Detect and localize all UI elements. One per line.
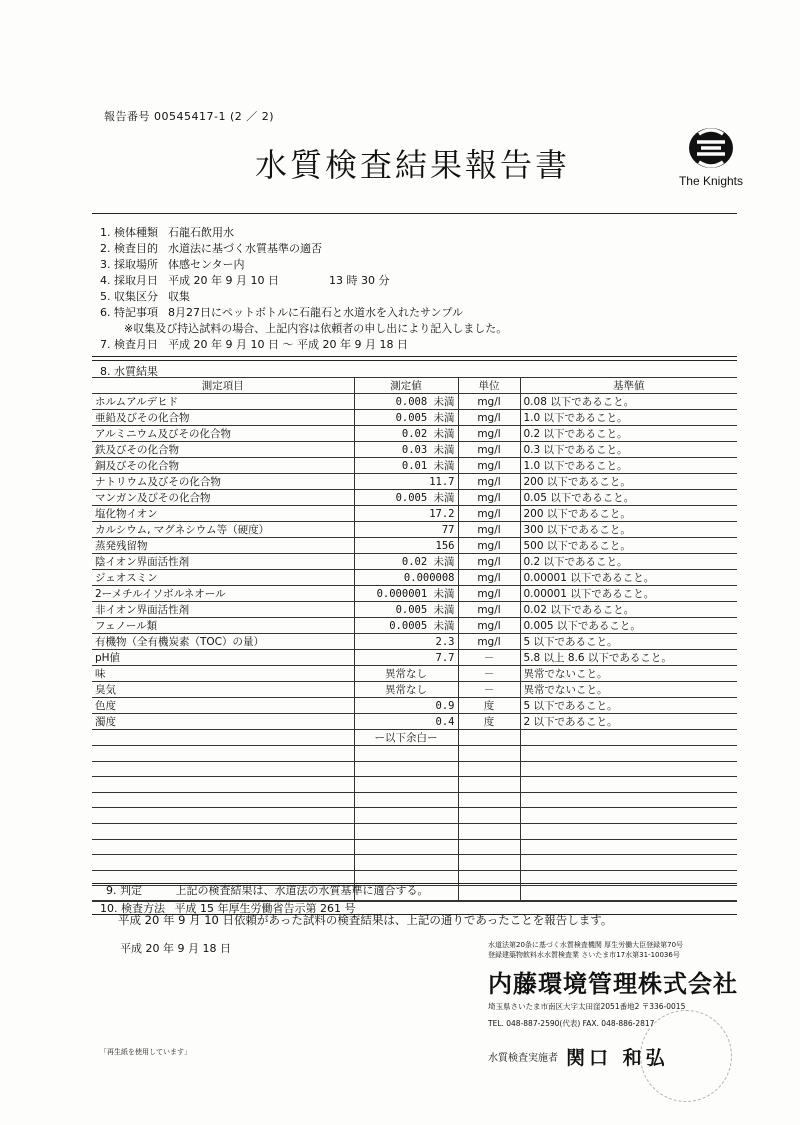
info-label: 3. 採取場所 bbox=[100, 258, 158, 271]
inspector-label: 水質検査実施者 bbox=[488, 1053, 558, 1064]
result-standard bbox=[520, 730, 737, 746]
result-value: 0.4 bbox=[354, 714, 458, 730]
info-value: 収集 bbox=[168, 290, 190, 303]
result-item: ナトリウム及びその化合物 bbox=[92, 474, 354, 490]
result-value bbox=[354, 808, 458, 824]
info-row-test-date bbox=[100, 336, 418, 352]
result-unit bbox=[458, 777, 520, 793]
result-unit bbox=[458, 792, 520, 808]
result-value: 0.01 未満 bbox=[354, 458, 458, 474]
result-value: 異常なし bbox=[354, 682, 458, 698]
info-value: 体感センター内 bbox=[168, 258, 245, 271]
info-value: 石龍石飲用水 bbox=[168, 226, 234, 239]
header-standard: 基準値 bbox=[520, 378, 737, 394]
result-unit bbox=[458, 746, 520, 762]
result-unit bbox=[458, 761, 520, 777]
table-row bbox=[92, 458, 737, 474]
company-logo bbox=[676, 124, 746, 188]
table-row bbox=[92, 570, 737, 586]
result-item: 有機物（全有機炭素（TOC）の量） bbox=[92, 634, 354, 650]
result-value bbox=[354, 746, 458, 762]
table-row bbox=[92, 426, 737, 442]
table-row bbox=[92, 554, 737, 570]
result-item: フェノール類 bbox=[92, 618, 354, 634]
result-value: 156 bbox=[354, 538, 458, 554]
table-row bbox=[92, 682, 737, 698]
result-item: ジェオスミン bbox=[92, 570, 354, 586]
result-item: マンガン及びその化合物 bbox=[92, 490, 354, 506]
result-standard: 0.00001 以下であること。 bbox=[520, 586, 737, 602]
result-standard: 0.02 以下であること。 bbox=[520, 602, 737, 618]
table-row bbox=[92, 792, 737, 808]
result-value: 0.000001 未満 bbox=[354, 586, 458, 602]
table-row bbox=[92, 666, 737, 682]
result-value: 0.005 未満 bbox=[354, 410, 458, 426]
result-unit bbox=[458, 823, 520, 839]
result-value: ー以下余白ー bbox=[354, 730, 458, 746]
issue-date: 平成 20 年 9 月 18 日 bbox=[120, 942, 231, 955]
result-unit: 度 bbox=[458, 698, 520, 714]
table-row bbox=[92, 474, 737, 490]
result-value: 11.7 bbox=[354, 474, 458, 490]
result-item: 塩化物イオン bbox=[92, 506, 354, 522]
result-item bbox=[92, 730, 354, 746]
info-label: 4. 採取月日 bbox=[100, 274, 158, 287]
result-standard: 300 以下であること。 bbox=[520, 522, 737, 538]
result-standard: 500 以下であること。 bbox=[520, 538, 737, 554]
result-unit: mg/l bbox=[458, 554, 520, 570]
result-standard bbox=[520, 761, 737, 777]
result-unit: mg/l bbox=[458, 426, 520, 442]
judgement bbox=[92, 882, 737, 901]
result-value bbox=[354, 855, 458, 871]
result-standard: 異常でないこと。 bbox=[520, 682, 737, 698]
result-value: 0.9 bbox=[354, 698, 458, 714]
result-item: 銅及びその化合物 bbox=[92, 458, 354, 474]
info-value: 8月27日にペットボトルに石龍石と水道水を入れたサンプル bbox=[168, 306, 464, 319]
table-row bbox=[92, 618, 737, 634]
result-unit: mg/l bbox=[458, 602, 520, 618]
result-standard: 0.08 以下であること。 bbox=[520, 394, 737, 410]
table-row bbox=[92, 602, 737, 618]
result-standard: 0.05 以下であること。 bbox=[520, 490, 737, 506]
result-item bbox=[92, 823, 354, 839]
header-item: 測定項目 bbox=[92, 378, 354, 394]
result-value: 2.3 bbox=[354, 634, 458, 650]
result-unit: mg/l bbox=[458, 586, 520, 602]
info-label: 6. 特記事項 bbox=[100, 306, 158, 319]
header-unit: 単位 bbox=[458, 378, 520, 394]
table-row bbox=[92, 634, 737, 650]
company-name: 内藤環境管理株式会社 bbox=[488, 969, 738, 998]
result-value: 0.005 未満 bbox=[354, 490, 458, 506]
result-item: 鉄及びその化合物 bbox=[92, 442, 354, 458]
info-row-purpose bbox=[100, 240, 332, 256]
judgement-text: 上記の検査結果は、水道法の水質基準に適合する。 bbox=[175, 884, 429, 897]
result-unit: － bbox=[458, 666, 520, 682]
info-row-collection bbox=[100, 288, 200, 304]
result-unit: mg/l bbox=[458, 394, 520, 410]
result-value: 0.008 未満 bbox=[354, 394, 458, 410]
table-row bbox=[92, 538, 737, 554]
results-section bbox=[92, 360, 737, 884]
table-row bbox=[92, 761, 737, 777]
result-value: 0.03 未満 bbox=[354, 442, 458, 458]
table-row bbox=[92, 808, 737, 824]
result-unit: mg/l bbox=[458, 522, 520, 538]
judgement-label: 9. 判定 bbox=[106, 884, 142, 897]
result-item: pH値 bbox=[92, 650, 354, 666]
info-row-remarks bbox=[100, 304, 473, 320]
result-unit bbox=[458, 839, 520, 855]
method-label: 10. 検査方法 bbox=[100, 902, 165, 915]
result-unit: mg/l bbox=[458, 442, 520, 458]
result-item: 陰イオン界面活性剤 bbox=[92, 554, 354, 570]
info-label: 7. 検査月日 bbox=[100, 338, 158, 351]
table-row bbox=[92, 746, 737, 762]
registration-line-1: 水道法第20条に基づく水質検査機関 厚生労働大臣登録第70号 bbox=[488, 941, 684, 949]
result-item bbox=[92, 839, 354, 855]
result-standard: 0.2 以下であること。 bbox=[520, 426, 737, 442]
result-value bbox=[354, 823, 458, 839]
result-standard bbox=[520, 839, 737, 855]
table-row bbox=[92, 855, 737, 871]
result-standard bbox=[520, 746, 737, 762]
result-unit: mg/l bbox=[458, 410, 520, 426]
result-unit: mg/l bbox=[458, 490, 520, 506]
knights-emblem-icon bbox=[685, 124, 737, 172]
result-standard bbox=[520, 823, 737, 839]
result-unit: － bbox=[458, 650, 520, 666]
result-unit: － bbox=[458, 682, 520, 698]
table-row bbox=[92, 730, 737, 746]
table-row bbox=[92, 650, 737, 666]
method-text: 平成 15 年厚生労働省告示第 261 号 bbox=[174, 902, 356, 915]
result-item: 2ーメチルイソボルネオール bbox=[92, 586, 354, 602]
seal-stamp bbox=[640, 1010, 732, 1102]
result-item: アルミニウム及びその化合物 bbox=[92, 426, 354, 442]
result-value: 17.2 bbox=[354, 506, 458, 522]
result-standard: 0.005 以下であること。 bbox=[520, 618, 737, 634]
table-row bbox=[92, 698, 737, 714]
result-item bbox=[92, 777, 354, 793]
table-row bbox=[92, 394, 737, 410]
result-value: 77 bbox=[354, 522, 458, 538]
result-item: 色度 bbox=[92, 698, 354, 714]
result-standard bbox=[520, 792, 737, 808]
info-value: 平成 20 年 9 月 10 日 bbox=[168, 274, 279, 287]
result-unit bbox=[458, 855, 520, 871]
result-unit: mg/l bbox=[458, 474, 520, 490]
result-unit bbox=[458, 730, 520, 746]
result-value bbox=[354, 761, 458, 777]
result-value: 7.7 bbox=[354, 650, 458, 666]
results-table bbox=[92, 377, 737, 902]
info-value: 水道法に基づく水質基準の適否 bbox=[168, 242, 322, 255]
result-item bbox=[92, 855, 354, 871]
page-title: 水質検査結果報告書 bbox=[255, 146, 571, 184]
result-item: 濁度 bbox=[92, 714, 354, 730]
info-row-sampling-date bbox=[100, 272, 399, 288]
info-label: 1. 検体種類 bbox=[100, 226, 158, 239]
table-row bbox=[92, 522, 737, 538]
table-row bbox=[92, 490, 737, 506]
table-row bbox=[92, 777, 737, 793]
result-item bbox=[92, 746, 354, 762]
result-standard: 2 以下であること。 bbox=[520, 714, 737, 730]
result-item: 味 bbox=[92, 666, 354, 682]
result-item bbox=[92, 761, 354, 777]
info-value: 平成 20 年 9 月 10 日 ～ 平成 20 年 9 月 18 日 bbox=[168, 338, 408, 351]
result-value bbox=[354, 792, 458, 808]
info-label: 2. 検査目的 bbox=[100, 242, 158, 255]
result-standard: 200 以下であること。 bbox=[520, 506, 737, 522]
info-note: ※収集及び持込試料の場合、上記内容は依頼者の申し出により記入しました。 bbox=[124, 322, 508, 335]
result-value bbox=[354, 839, 458, 855]
result-value: 0.02 未満 bbox=[354, 554, 458, 570]
company-phone: TEL. 048-887-2590(代表) FAX. 048-886-2817 bbox=[488, 1019, 655, 1028]
info-row-sample-type bbox=[100, 224, 244, 240]
report-statement: 平成 20 年 9 月 10 日依頼があった試料の検査結果は、上記の通りであったことを報告します。 bbox=[118, 913, 613, 927]
result-standard: 5.8 以上 8.6 以下であること。 bbox=[520, 650, 737, 666]
result-unit: mg/l bbox=[458, 570, 520, 586]
result-value: 0.0005 未満 bbox=[354, 618, 458, 634]
result-standard bbox=[520, 777, 737, 793]
result-standard: 200 以下であること。 bbox=[520, 474, 737, 490]
result-item: 臭気 bbox=[92, 682, 354, 698]
result-unit: mg/l bbox=[458, 618, 520, 634]
result-item: 亜鉛及びその化合物 bbox=[92, 410, 354, 426]
result-unit: mg/l bbox=[458, 634, 520, 650]
table-row bbox=[92, 839, 737, 855]
table-header-row bbox=[92, 378, 737, 394]
result-standard: 5 以下であること。 bbox=[520, 698, 737, 714]
info-time: 13 時 30 分 bbox=[328, 274, 390, 287]
result-standard: 0.2 以下であること。 bbox=[520, 554, 737, 570]
table-row bbox=[92, 442, 737, 458]
results-body bbox=[92, 394, 737, 902]
result-value: 異常なし bbox=[354, 666, 458, 682]
results-title: 8. 水質結果 bbox=[100, 365, 158, 378]
result-value: 0.005 未満 bbox=[354, 602, 458, 618]
recycled-paper-note: 「再生紙を使用しています」 bbox=[100, 1048, 191, 1056]
result-item: ホルムアルデヒド bbox=[92, 394, 354, 410]
info-row-location bbox=[100, 256, 255, 272]
result-standard: 0.3 以下であること。 bbox=[520, 442, 737, 458]
table-row bbox=[92, 410, 737, 426]
result-standard: 5 以下であること。 bbox=[520, 634, 737, 650]
result-standard: 異常でないこと。 bbox=[520, 666, 737, 682]
result-standard: 0.00001 以下であること。 bbox=[520, 570, 737, 586]
result-standard: 1.0 以下であること。 bbox=[520, 458, 737, 474]
table-row bbox=[92, 823, 737, 839]
result-unit: mg/l bbox=[458, 538, 520, 554]
result-value: 0.02 未満 bbox=[354, 426, 458, 442]
result-item: カルシウム, マグネシウム等（硬度） bbox=[92, 522, 354, 538]
result-item bbox=[92, 792, 354, 808]
result-item: 蒸発残留物 bbox=[92, 538, 354, 554]
table-row bbox=[92, 714, 737, 730]
result-standard bbox=[520, 855, 737, 871]
result-standard: 1.0 以下であること。 bbox=[520, 410, 737, 426]
company-address: 埼玉県さいたま市南区大字太田窪2051番地2 〒336-0015 bbox=[488, 1002, 686, 1011]
logo-text: The Knights bbox=[678, 174, 744, 188]
info-label: 5. 収集区分 bbox=[100, 290, 158, 303]
report-number: 報告番号 00545417-1 (2 ／ 2) bbox=[104, 110, 275, 123]
result-value bbox=[354, 777, 458, 793]
table-row bbox=[92, 506, 737, 522]
result-standard bbox=[520, 808, 737, 824]
header-value: 測定値 bbox=[354, 378, 458, 394]
sample-info bbox=[92, 213, 737, 357]
result-value: 0.000008 bbox=[354, 570, 458, 586]
result-unit: mg/l bbox=[458, 506, 520, 522]
result-unit: 度 bbox=[458, 714, 520, 730]
table-row bbox=[92, 586, 737, 602]
result-item: 非イオン界面活性剤 bbox=[92, 602, 354, 618]
result-item bbox=[92, 808, 354, 824]
inspector-name: 関口 和弘 bbox=[566, 1047, 669, 1069]
registration-line-2: 登録建築物飲料水水質検査業 さいたま市17水第31-10036号 bbox=[488, 951, 680, 959]
result-unit: mg/l bbox=[458, 458, 520, 474]
result-unit bbox=[458, 808, 520, 824]
